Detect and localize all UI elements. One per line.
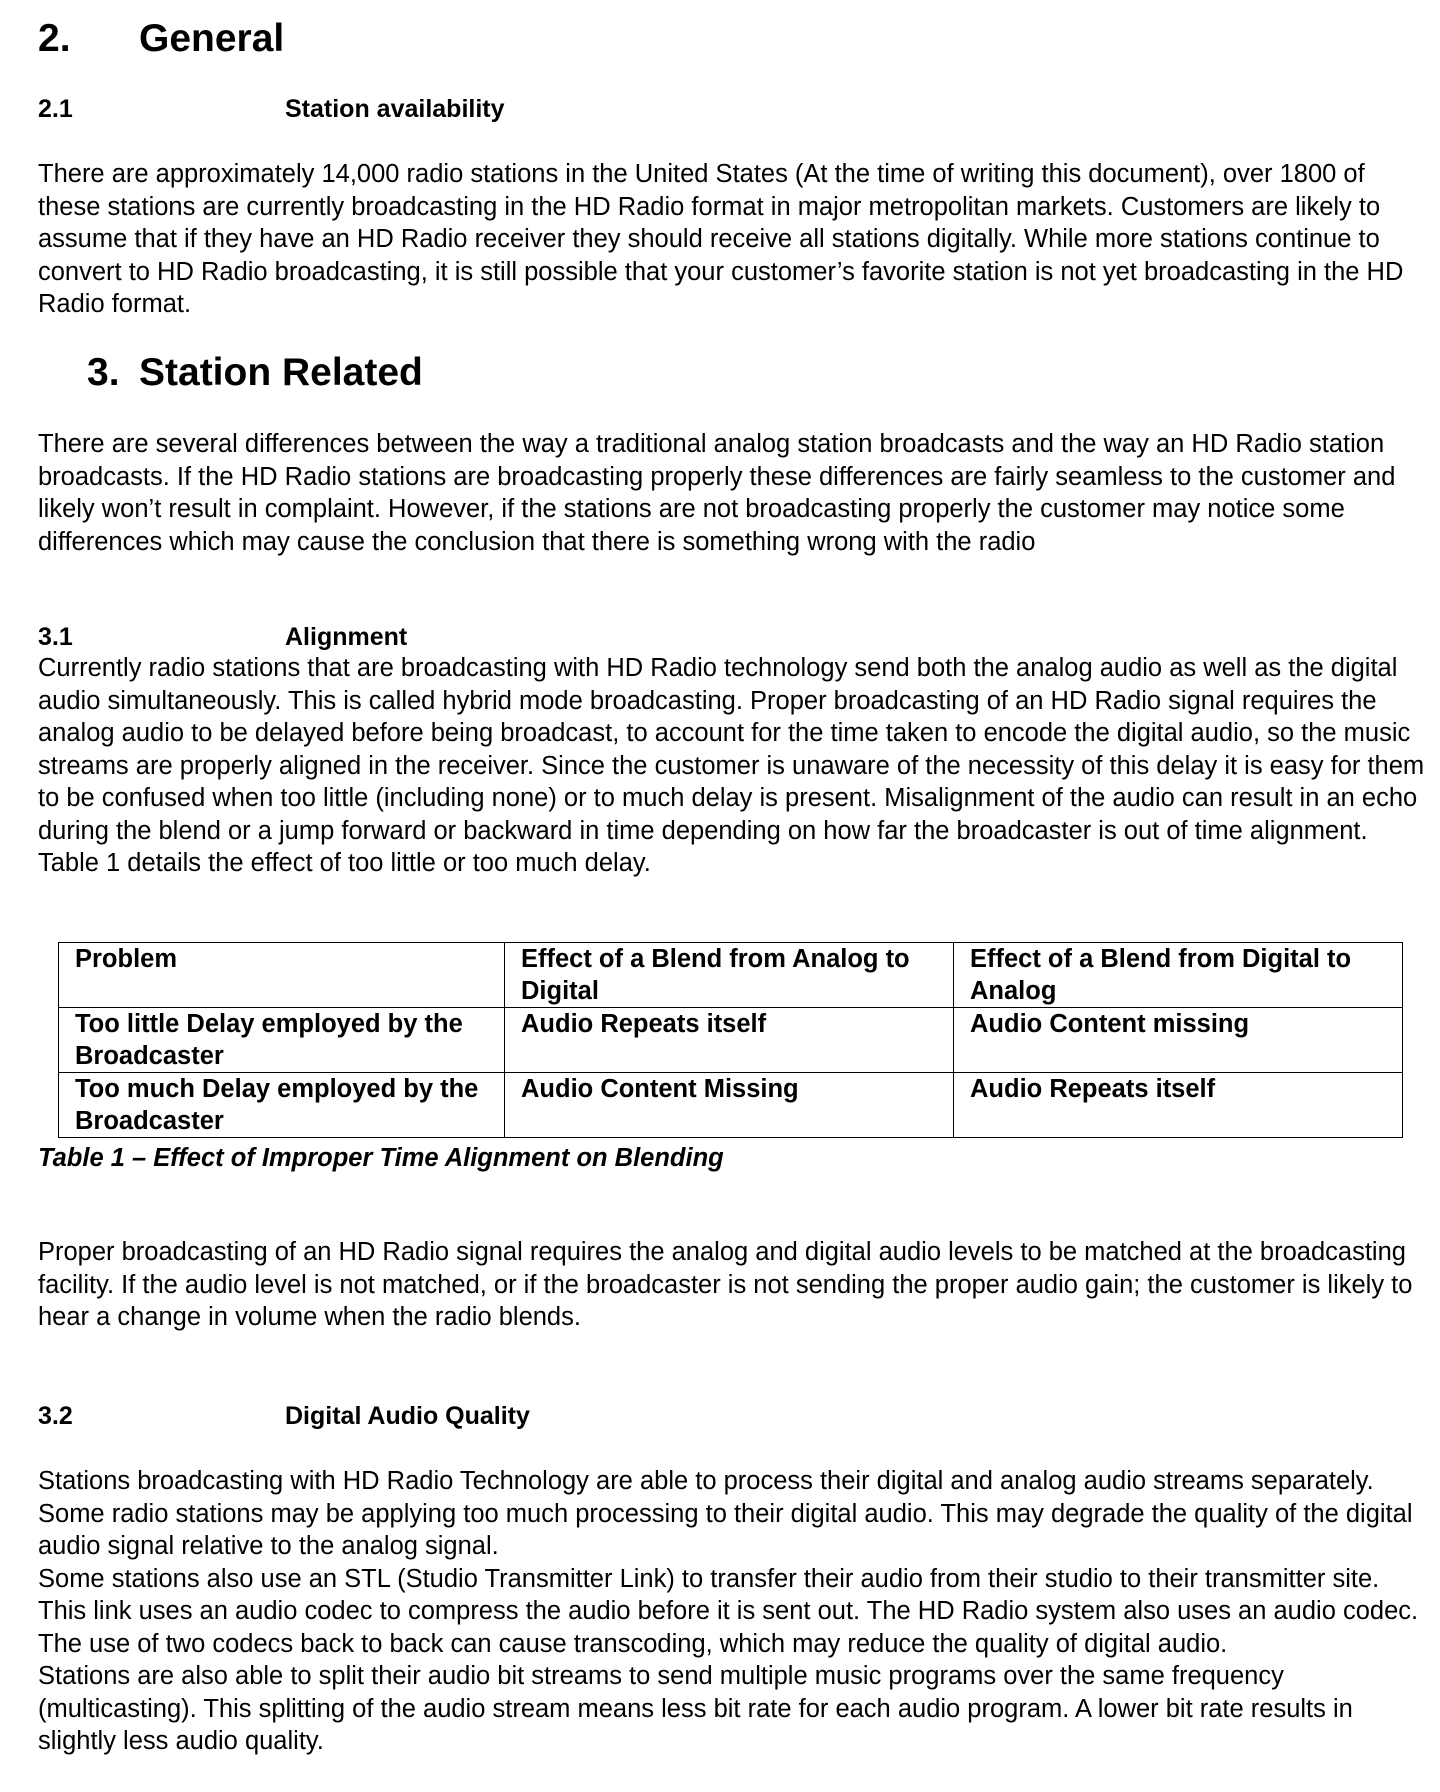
table-header-row [59, 943, 1403, 1008]
table-header-cell: Problem [59, 943, 505, 1008]
section-3-2-body [38, 1465, 1433, 1758]
section-2-1-paragraph: There are approximately 14,000 radio stations in the United States (At the time of writing this document), over 1800 of these stations are currently broadcasting in the HD Radio format in major metropolitan markets. Customers are likely to assume that if they have an HD Radio receiver they should receive all stations digitally. While more stations continue to convert to HD Radio broadcasting, it is still possible that your customer’s favorite station is not yet broadcasting in the HD Radio format. [38, 160, 1404, 318]
table-header-cell: Effect of a Blend from Digital to Analog [954, 943, 1403, 1008]
section-3-2-number: 3.2 [38, 1402, 73, 1430]
time-alignment-table [58, 942, 1403, 1138]
section-3-2-title: Digital Audio Quality [285, 1402, 530, 1430]
table-cell: Audio Content Missing [505, 1073, 954, 1138]
section-3-2-paragraph: Some stations also use an STL (Studio Transmitter Link) to transfer their audio from their studio to their transmitter site. This link uses an audio codec to compress the audio before it is sent out. The HD Radio system also uses an audio codec. The use of two codecs back to back can cause transcoding, which may reduce the quality of digital audio. [38, 1564, 1419, 1658]
section-2-1-number: 2.1 [38, 95, 73, 123]
section-2-1-title: Station availability [285, 95, 505, 123]
section-3-1-title: Alignment [285, 623, 408, 651]
section-3-2-paragraph: Stations broadcasting with HD Radio Technology are able to process their digital and analog audio streams separately. Some radio stations may be applying too much processing to their digital audio. This may degrade the quality of the digital audio signal relative to the analog signal. [38, 1467, 1413, 1560]
table-row [59, 1073, 1403, 1138]
table-cell: Too much Delay employed by the Broadcaster [59, 1073, 505, 1138]
section-3-1-number: 3.1 [38, 623, 73, 651]
section-2-number: 2. [38, 17, 71, 60]
section-3-1-paragraph: Currently radio stations that are broadcasting with HD Radio technology send both the analog audio as well as the digital audio simultaneously. This is called hybrid mode broadcasting. Proper broadcasting of an HD Radio signal requires the analog audio to be delayed before being broadcast, to account for the time taken to encode the digital audio, so the music streams are properly aligned in the receiver. Since the customer is unaware of the necessity of this delay it is easy for them to be confused when too little (including none) or to much delay is present. Misalignment of the audio can result in an echo during the blend or a jump forward or backward in time depending on how far the broadcaster is out of time alignment. Table 1 details the effect of too little or too much delay. [38, 654, 1425, 877]
table-cell: Audio Content missing [954, 1008, 1403, 1073]
section-2-title: General [139, 17, 285, 60]
table-cell: Audio Repeats itself [505, 1008, 954, 1073]
table-row [59, 1008, 1403, 1073]
section-3-paragraph: There are several differences between the way a traditional analog station broadcasts and the way an HD Radio station broadcasts. If the HD Radio stations are broadcasting properly these differences are fairly seamless to the customer and likely won’t result in complaint. However, if the stations are not broadcasting properly the customer may notice some differences which may cause the conclusion that there is something wrong with the radio [38, 430, 1396, 556]
table-header-cell: Effect of a Blend from Analog to Digital [505, 943, 954, 1008]
section-3-1-paragraph-2: Proper broadcasting of an HD Radio signal requires the analog and digital audio levels to be matched at the broadcasting facility. If the audio level is not matched, or if the broadcaster is not sending the proper audio gain; the customer is likely to hear a change in volume when the radio blends. [38, 1238, 1413, 1331]
table-caption: Table 1 – Effect of Improper Time Alignment on Blending [38, 1144, 724, 1172]
table-cell: Audio Repeats itself [954, 1073, 1403, 1138]
table-cell: Too little Delay employed by the Broadcaster [59, 1008, 505, 1073]
section-3-number: 3. [87, 351, 120, 394]
section-3-2-paragraph: Stations are also able to split their audio bit streams to send multiple music programs over the same frequency (multicasting). This splitting of the audio stream means less bit rate for each audio program. A lower bit rate results in slightly less audio quality. [38, 1662, 1353, 1755]
section-3-title: Station Related [139, 351, 423, 394]
